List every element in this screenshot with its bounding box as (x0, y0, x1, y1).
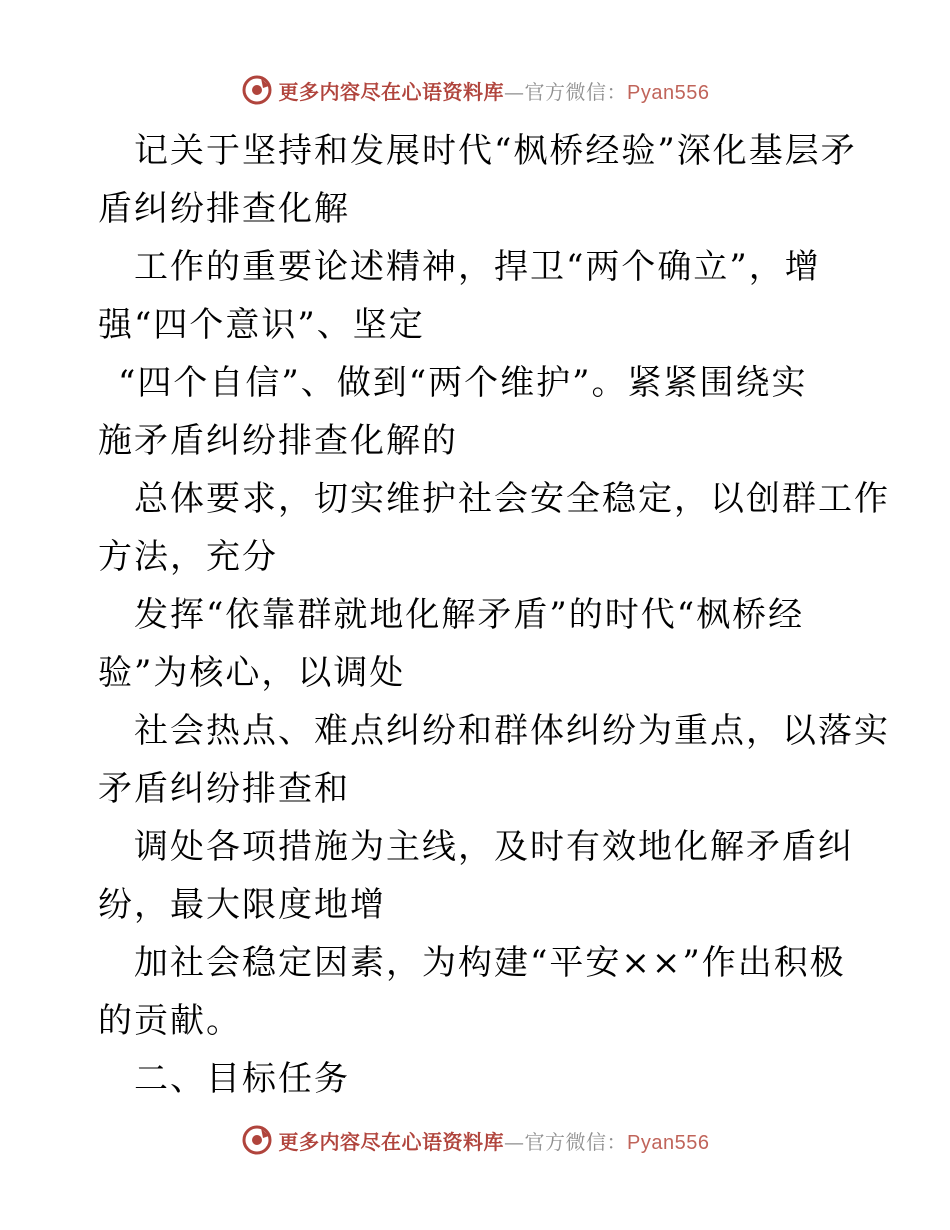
body-line: 验”为核心，以调处 (98, 653, 406, 693)
watermark-wechat-label: 官方微信： (524, 1129, 628, 1154)
watermark-dash: — (504, 1129, 525, 1154)
body-line: 记关于坚持和发展时代“枫桥经验”深化基层矛 (134, 131, 857, 171)
body-line: 强“四个意识”、坚定 (98, 305, 425, 345)
body-line: 加社会稳定因素，为构建“平安××”作出积极 (134, 943, 846, 983)
body-line: 工作的重要论述精神，捍卫“两个确立”，增 (134, 247, 821, 287)
watermark-wechat-id: Pyan556 (627, 81, 710, 104)
body-line: 调处各项措施为主线，及时有效地化解矛盾纠 (134, 827, 854, 867)
document-body (98, 122, 890, 1108)
header-watermark (0, 70, 950, 110)
body-line: “四个自信”、做到“两个维护”。紧紧围绕实 (118, 363, 808, 403)
body-line: 纷，最大限度地增 (98, 885, 386, 925)
body-line: 社会热点、难点纠纷和群体纠纷为重点，以落实 (134, 711, 890, 751)
body-line: 的贡献。 (98, 1001, 242, 1041)
body-line: 盾纠纷排查化解 (98, 189, 350, 229)
watermark-wechat-label: 官方微信： (524, 79, 628, 104)
section-heading: 二、目标任务 (134, 1059, 350, 1099)
body-line: 总体要求，切实维护社会安全稳定，以创群工作 (134, 479, 890, 519)
body-line: 方法，充分 (98, 537, 278, 577)
footer-watermark (0, 1120, 950, 1160)
body-line: 施矛盾纠纷排查化解的 (98, 421, 458, 461)
brand-logo-icon (241, 74, 273, 106)
watermark-brand: 更多内容尽在心语资料库 (278, 1129, 505, 1154)
watermark-wechat-id: Pyan556 (627, 1131, 710, 1154)
body-line: 矛盾纠纷排查和 (98, 769, 350, 809)
watermark-dash: — (504, 79, 525, 104)
watermark-brand: 更多内容尽在心语资料库 (278, 79, 505, 104)
body-line: 发挥“依靠群就地化解矛盾”的时代“枫桥经 (134, 595, 805, 635)
brand-logo-icon (241, 1124, 273, 1156)
